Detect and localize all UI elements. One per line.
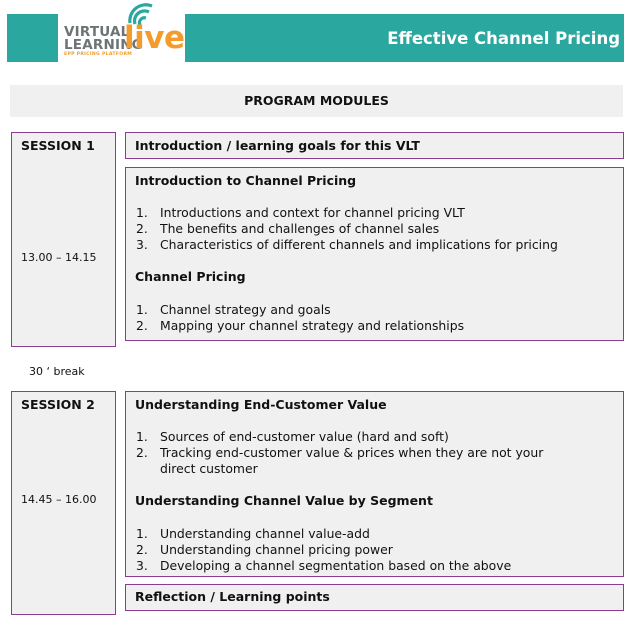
session2-reflection-row — [125, 584, 624, 611]
logo-word-virtual: VIRTUAL — [64, 24, 130, 40]
list-item: 2. Tracking end-customer value & prices when they are not your direct customer — [136, 445, 544, 476]
logo-tagline: EPP PRICING PLATFORM — [64, 52, 133, 57]
session2-label-cell — [11, 391, 116, 615]
session2-label: SESSION 2 — [21, 397, 95, 412]
session1-time: 13.00 – 14.15 — [21, 251, 97, 264]
session2-time: 14.45 – 16.00 — [21, 493, 97, 506]
logo-word-live: live — [124, 20, 185, 56]
session1-label: SESSION 1 — [21, 138, 95, 153]
session2-block1-list — [135, 429, 543, 477]
list-item: 2. Understanding channel pricing power — [136, 542, 393, 557]
session1-block1-title: Introduction to Channel Pricing — [135, 173, 357, 188]
session1-label-cell — [11, 132, 116, 347]
session1-intro-row — [125, 132, 624, 159]
session2-block2-list — [135, 526, 511, 574]
list-item: 3. Characteristics of different channels and implications for pricing — [136, 237, 558, 252]
page-title: Effective Channel Pricing — [387, 29, 620, 48]
list-item: 2. The benefits and challenges of channel sales — [136, 221, 440, 236]
list-item: 1. Sources of end-customer value (hard and soft) — [136, 429, 449, 444]
list-item: 2. Mapping your channel strategy and relationships — [136, 318, 465, 333]
session1-block2-list — [135, 302, 464, 334]
session2-block2-title: Understanding Channel Value by Segment — [135, 493, 433, 508]
list-item: 1. Introductions and context for channel pricing VLT — [136, 205, 465, 220]
break-note: 30 ‘ break — [29, 365, 85, 378]
session2-reflection-text: Reflection / Learning points — [135, 589, 330, 604]
logo — [58, 0, 185, 62]
list-item: 1. Understanding channel value-add — [136, 526, 370, 541]
session1-block1-list — [135, 205, 558, 253]
session1-content-cell — [125, 167, 624, 341]
session2-block1-title: Understanding End-Customer Value — [135, 397, 387, 412]
session1-block2-title: Channel Pricing — [135, 269, 246, 284]
session2-content-cell — [125, 391, 624, 577]
logo-word-learning: LEARNING — [64, 37, 143, 53]
session1-intro-text: Introduction / learning goals for this VLT — [135, 138, 420, 153]
program-modules-heading: PROGRAM MODULES — [10, 85, 623, 117]
list-item: 3. Developing a channel segmentation based on the above — [136, 558, 512, 573]
list-item: 1. Channel strategy and goals — [136, 302, 331, 317]
